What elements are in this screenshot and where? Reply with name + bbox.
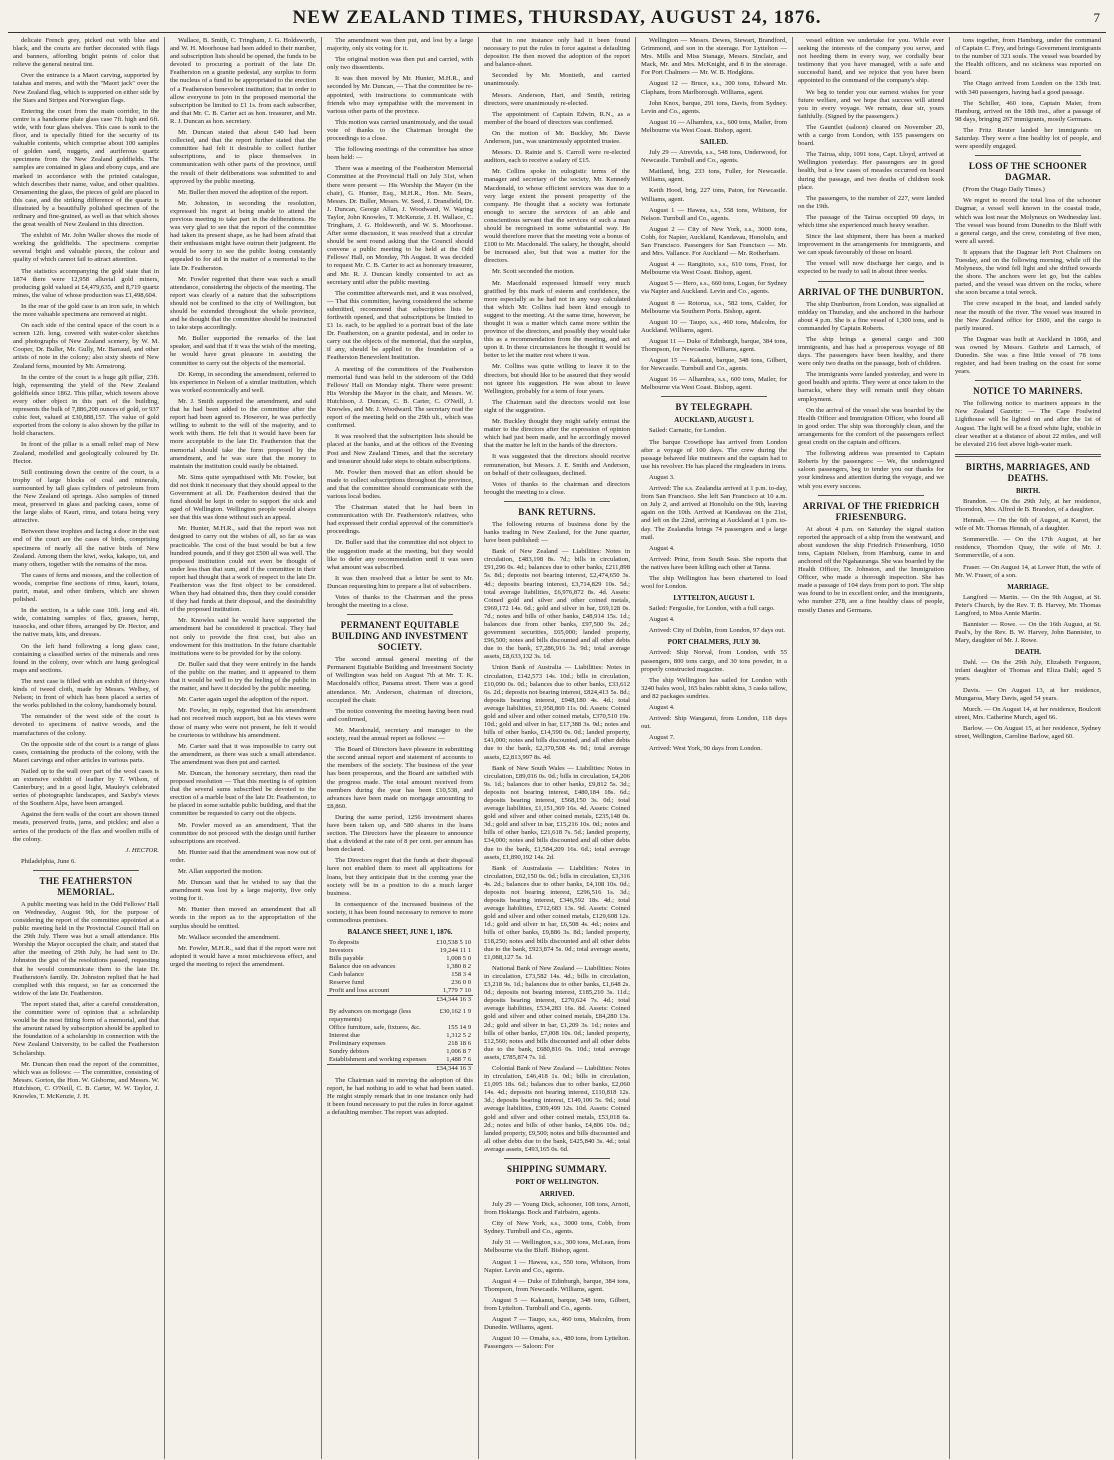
- paragraph: The barque Crowthope has arrived from London after a voyage of 100 days. The crew during the passage behaved like mutineers and the captain had to use his revolver. He has placed the ringleaders in irons.: [641, 438, 787, 470]
- column-4: [479, 37, 636, 1459]
- paragraph: Fraser. — On August 14, at Lower Hutt, the wife of Mr. W. Fraser, of a son.: [955, 563, 1101, 579]
- balance-sheet-heading: BALANCE SHEET, JUNE 1, 1876.: [347, 928, 453, 937]
- article-body: [798, 301, 944, 491]
- paragraph: Mr. Collins was quite willing to leave it to the directors, but should like to be assured that they would not ignore his suggestion. He was about to leave Wellington, probably for a term of four years.: [484, 363, 630, 395]
- row-label: Establishment and working expenses: [329, 1056, 427, 1064]
- row-label: Cash balance: [329, 971, 364, 979]
- paragraph: Mr. Hunter then moved an amendment that all words in the report as to the appropriation of the surplus should be omitted.: [170, 906, 316, 930]
- row-label: To deposits: [329, 939, 360, 947]
- paragraph: It appears that the Dagmar left Port Chalmers on Tuesday, and on the following morning, while off the Molyneux, the wind fell light and she drifted towards the shore. The anchors were let go, but the cables parted, and the vessel was driven on the rocks, where she soon became a total wreck.: [955, 248, 1101, 297]
- table-row: [327, 1032, 473, 1040]
- paragraph: A meeting of the committees of the Featherston memorial fund was held in the sideroom of the Odd Fellows' Hall on Monday night. There were present: His Worship the Mayor in the chair, and Messrs. W. Hutchison, J. Duncan, C. B. Carter, C. O'Neill, J. Knowles, and Mr. J. Woodward. The secretary read the report of the meeting held on the 29th ult., which was confirmed.: [327, 365, 473, 430]
- paragraph: Mr. Carter said that it was impossible to carry out the amendment, as there was such a small attendance. The amendment was then put and carried.: [170, 742, 316, 766]
- paragraph: Votes of thanks to the Chairman and the press brought the meeting to a close.: [327, 594, 473, 610]
- divider: [975, 155, 1081, 156]
- paragraph: Mr. Collins spoke in eulogistic terms of the manager and secretary of the society, Mr. Kennedy Macdonald, to whose efficient services was due to a very large extent the present prosperity of the company. He thought that a society was fortunate enough to secure the services of an able and conscientious servant that the services of such a man should be recognised in some substantial way. He would therefore move that the meeting vote a bonus of £100 to Mr. Macdonald. The salary, he thought, should be increased also, but that was a matter for the directors.: [484, 168, 630, 265]
- row-value: 19,244 11 1: [439, 947, 471, 955]
- paragraph: August 12 — Bruce, s.s., 300 tons, Edward Mr. Clapham, from Marlborough. Williams, agent.: [641, 80, 787, 96]
- paragraph: The Gauntlet (saloon) cleared on November 20, with a cargo from London, with 155 passengers on board.: [798, 123, 944, 148]
- paragraph: Union Bank of Australia — Liabilities: Notes in circulation, £142,573 14s. 10d.; bills in circulation, £10,090 0s. 0d.; balances due to other banks, £33,612 6s. 2d.; deposits not bearing interest, £824,413 5s. 8d.; deposits bearing interest, £948,180 4s. 4d.; total average liabilities, £1,958,869 11s. 0d. Assets: Coined gold and silver and other coined metals, £370,510 19s. 10d.; gold and silver in bar, £17,388 3s. 9d.; notes and bills of other banks, £14,590 0s. 0d.; landed property, £41,000; notes and bills discounted, and all other debts due to the bank, £2,370,508 4s. 9d.; total average assets, £2,813,997 8s. 4d.: [484, 664, 630, 761]
- paragraph: City of New York, s.s., 3000 tons, Cobb, from Sydney. Turnbull and Co., agents.: [484, 1220, 630, 1236]
- paragraph: Mr. Knowles said he would have supported the amendment had he considered it practical. They had not only to provide the first cost, but also an endowment for this institution. In the future charitable institutions were to be provided for by the colony.: [170, 617, 316, 657]
- section-subheading: MARRIAGE.: [1007, 582, 1049, 591]
- paragraph: The immigrants were landed yesterday, and were in good health and spirits. They were at once taken to the barracks, where they will remain until they obtain employment.: [798, 371, 944, 403]
- article-body: [170, 37, 316, 969]
- paragraph: Mr. Hunter said that the amendment was now out of order.: [170, 848, 316, 864]
- paragraph: There was a meeting of the Featherston Memorial Committee at the Provincial Hall on July 31st, when there were present — His Worship the Mayor (in the chair), G. Hunter, Esq., M.H.R., Hon. Mr. Sears, Messrs. Dr. Buller, Messrs. W. Seed, J. Dransfield, Dr. J. Duncan, George Allan, J. Woodward, W. Waring Taylor, John Knowles, T. McKenzie, J. H. Wallace, C. Tringham, J. G. Holdsworth, and W. S. Moorhouse. After some discussion, it was resolved that a circular should be sent round asking that the Council should convene a public meeting to be held at the Odd Fellows' Hall, on Monday, 7th August. It was decided to request Mr. C. B. Carter to act as honorary treasurer, and Mr. R. J. Duncan kindly consented to act as secretary until after the public meeting.: [327, 165, 473, 286]
- paragraph: August 16 — Alhambra, s.s., 600 tons, Mailer, for Melbourne via West Coast. Bishop, agent.: [641, 376, 787, 392]
- paragraph: Between these trophies and facing a door in the east end of the court are the cases of birds, comprising specimens of nearly all the native birds of New Zealand. Among them the kiwi, weka, kakapo, tui, and many others, together with the remains of the moa.: [13, 528, 159, 568]
- paragraph: Mr. Buller then moved the adoption of the report.: [178, 188, 309, 196]
- paragraph: Wallace, B. Smith, C. Tringham, J. G. Holdsworth, and W. H. Moorhouse had been added to their number, and subscription lists should be opened, the funds to be devoted to procuring a portrait of the late Dr. Featherston on a granite pedestal, any surplus to form the nucleus of a fund to be appropriated to the erection of a Featherston benevolent institution; that in order to allow everyone to join in the proposed memorial the subscription be limited to £1 1s. from each subscriber, and that Mr. C. B. Carter act as hon. treasurer, and Mr. R. J. Duncan as hon. secretary.: [170, 37, 316, 125]
- paragraph: August 4.: [649, 544, 675, 552]
- balance-sheet-table: [327, 1008, 473, 1073]
- paragraph: The second annual general meeting of the Permanent Equitable Building and Investment Society of Wellington was held on August 7th at Mr. T. K. Macdonald's office, Panama street. There was a good attendance. Mr. Anderson, chairman of directors, occupied the chair.: [327, 656, 473, 704]
- paragraph: In consequence of the increased business of the society, it has been found necessary to remove to more commodious premises.: [327, 900, 473, 924]
- paragraph: Davis. — On August 13, at her residence, Mungaroa, Mary Davis, aged 54 years.: [955, 686, 1101, 702]
- divider: [661, 396, 767, 397]
- paragraph: Since the last shipment, there has been a marked improvement in the arrangements for immigrants, and we can speak favourably of those on board.: [798, 233, 944, 257]
- paragraph: August 2 — City of New York, s.s., 3000 tons, Cobb, for Napier, Auckland, Kandavau, Honolulu, and San Francisco. Passengers for San Francisco — Mr. and Mrs. Vallance. For Auckland — Mr. Rotherham.: [641, 225, 787, 258]
- paragraph: Sailed: Ferguslie, for London, with a full cargo.: [649, 605, 775, 613]
- paragraph: The original motion was then put and carried, with only two dissentients.: [327, 56, 473, 72]
- paragraph: tons together, from Hamburg, under the command of Captain C. Frey, and brings Government immigrants to the number of 321 souls. The vessel was boarded by the Health officers, and no sickness was reported on board.: [955, 37, 1101, 77]
- row-label: Balance due on advances: [329, 963, 396, 971]
- article-body: [484, 521, 630, 1154]
- paragraph: Mr. Duncan, the honorary secretary, then read the proposed resolution — That this meeting is of opinion that the several sums subscribed be devoted to the erection of a marble bust of the late Dr. Featherston, to be placed in some suitable public building, and that the committee be requested to carry out the objects.: [170, 769, 316, 818]
- article-heading: ARRIVAL OF THE DUNBURTON.: [798, 286, 944, 297]
- paragraph: Mr. Hunter, M.H.R., said that the report was not designed to carry out the wishes of all, so far as was practicable. The cost of the bust would be but a few hundred pounds, and if they got £500 all was well. The proposed institution could not even be thought of under less than that sum, and if the committee in their report had thought that a work of respect to the late Dr. Featherston was the first object to be considered. When they had obtained this, then they could consider if they had funds at their disposal, and the desirability of the proposed institution.: [170, 525, 316, 614]
- paragraph: Mr. Duncan then read the report of the committee, which was as follows: — The committee, consisting of Messrs. Gorton, the Hon. W. Gisborne, and Messrs. W. Hutchison, C. O'Neill, C. B. Carter, W. W. Taylor, J. Knowles, T. McKenzie, J. H.: [13, 1060, 159, 1100]
- article-heading: BANK RETURNS.: [518, 506, 596, 517]
- paragraph: Mr. Macdonald expressed himself very much gratified by this mark of esteem and confidence, the more especially as he had not in any way calculated that which Mr. Collins had been kind enough to suggest to the meeting. At the same time, however, he thought it was a matter which came more within the province of the directors, and possibly they would take this as a recommendation from the meeting, and act upon it. In these circumstances he thought it would be better to let the matter rest where it was.: [484, 279, 630, 360]
- paragraph: The Otago arrived from London on the 13th inst. with 340 passengers, having had a good passage.: [955, 80, 1101, 96]
- article-body: [327, 37, 473, 610]
- paragraph: Sommerville. — On the 17th August, at her residence, Thorndon Quay, the wife of Mr. J. Sommerville, of a son.: [955, 536, 1101, 560]
- paragraph: The ship brings a general cargo and 300 immigrants, and has had a prosperous voyage of 88 days. The passengers have been healthy, and there were only two deaths on the passage, both of children.: [798, 335, 944, 368]
- paragraph: August 4.: [649, 616, 675, 624]
- table-row: [327, 963, 473, 971]
- paragraph: In the rear of the gold case is an iron safe, in which the more valuable specimens are removed at night.: [13, 302, 159, 318]
- article-heading: THE FEATHERSTON MEMORIAL.: [39, 875, 133, 897]
- paragraph: Barlow. — On August 15, at her residence, Sydney street, Wellington, Caroline Barlow, aged 60.: [955, 724, 1101, 740]
- paragraph: The ship Wellington has been chartered to load wool for London.: [641, 574, 787, 591]
- paragraph: The following notice to mariners appears in the New Zealand Gazette: — The Cape Foulwind Lighthouse will be lighted on and after the 1st of August. The light will be a fixed white light, visible in clear weather at a distance of about 22 miles, and will be elevated 216 feet above high-water mark.: [955, 400, 1101, 448]
- divider: [975, 380, 1081, 381]
- column-6: [793, 37, 950, 1459]
- paragraph: On the left hand following a long glass case, containing a classified series of the minerals and ores found in the colony, over which are hung geological maps and sections.: [13, 642, 159, 674]
- table-row: [327, 1056, 473, 1065]
- paragraph: At about 4 p.m. on Saturday the signal station reported the approach of a ship from the westward, and about sundown the ship Friedrich Friesenburg, 1050 tons, Captain Nielsen, from Hamburg, came in and anchored off the Ngahauranga. She was boarded by the Health Officer, Dr. Johnston, and the Immigration Officer, who made a thorough inspection. She has made a passage of 104 days from port to port. The ship was found to be in excellent order, and the immigrants, who number 278, are a fine healthy class of people, mostly Danes and Germans.: [798, 525, 944, 614]
- paragraph: Mr. Macdonald, secretary and manager to the society, read the annual report as follows: —: [327, 726, 473, 743]
- newspaper-title: NEW ZEALAND TIMES, THURSDAY, AUGUST 24, 1876.: [292, 7, 822, 28]
- divider: [818, 281, 924, 282]
- article-heading: PERMANENT EQUITABLE BUILDING AND INVESTMENT SOCIETY.: [331, 620, 469, 653]
- article-body: [955, 659, 1101, 741]
- row-label: Interest due: [329, 1032, 360, 1040]
- column-2: [165, 37, 322, 1459]
- paragraph: Dahl. — On the 29th July, Elizabeth Ferguson, infant daughter of Thomas and Eliza Dahl; aged 5 years.: [955, 659, 1101, 683]
- paragraph: Bank of New South Wales — Liabilities: Notes in circulation, £89,016 0s. 0d.; bills in circulation, £4,206 9s. 1d.; balances due to other banks, £9,812 5s. 3d.; deposits not bearing interest, £480,184 18s. 6d.; deposits bearing interest, £568,150 3s. 0d.; total average liabilities, £1,151,369 16s. 4d. Assets: Coined gold and silver and other coined metals, £235,148 0s. 3d.; gold and silver in bar, £15,216 10s. 0d.; notes and bills of other banks, £21,618 7s. 5d.; landed property, £34,000; notes and bills discounted and all other debts due to the bank, £1,584,209 16s. 6d.; total average assets, £1,890,192 14s. 2d.: [484, 764, 630, 861]
- section-subheading: LYTTELTON, AUGUST 1.: [673, 594, 755, 603]
- paragraph: August 4.: [649, 704, 675, 711]
- article-body: [484, 37, 630, 497]
- paragraph: Messrs. D. Rainie and S. Carroll were re-elected auditors, each to receive a salary of £15.: [484, 149, 630, 165]
- article-body: [798, 37, 944, 277]
- divider: [33, 870, 139, 871]
- paragraph: It was suggested that the directors should receive remuneration, but Messrs. J. E. Smith and Anderson, on behalf of their colleagues, declined.: [484, 453, 630, 477]
- paragraph: August 1 — Hawea, s.s., 558 tons, Whitson, for Nelson. Turnbull and Co., agents.: [641, 206, 787, 222]
- divider: [504, 1158, 610, 1159]
- paragraph: The exhibit of Mr. John Waller shows the mode of working the goldfields. The specimens comprise several bright and valuable pieces, the colour and quality of which cannot fail to attract attention.: [13, 232, 159, 264]
- article-body: [13, 37, 159, 844]
- paragraph: Arrived: West York, 90 days from London.: [649, 745, 763, 753]
- paragraph: July 29 — Young Dick, schooner, 108 tons, Arnott, from Hokianga. Bock and Fairbairn, agents.: [484, 1201, 630, 1217]
- paragraph: Seconded by Mr. Montieth, and carried unanimously.: [484, 72, 630, 88]
- paragraph: Langford — Martin. — On the 9th August, at St. Peter's Church, by the Rev. T. B. Harvey, Mr. Thomas Langford, to Miss Annie Martin.: [955, 593, 1101, 617]
- paragraph: The Chairman said in moving the adoption of this report, he had nothing to add to what had been stated. He might simply remark that in one instance only had it been found necessary to put the rules in force against a defaulting member. The report was adopted.: [327, 1077, 473, 1117]
- paragraph: The Schiller, 460 tons, Captain Maier, from Hamburg, arrived on the 18th inst., after a passage of 98 days, bringing 267 immigrants, mostly Germans.: [955, 99, 1101, 123]
- article-body: [327, 1077, 473, 1117]
- row-value: 1,779 7 10: [442, 987, 471, 995]
- row-value: 236 0 0: [451, 979, 471, 987]
- row-value: 1,008 5 0: [446, 955, 471, 963]
- paragraph: Colonial Bank of New Zealand — Liabilities: Notes in circulation, £46,418 1s. 0d.; bills in circulation, £1,095 18s. 6d.; balances due to other banks, £2,060 14s. 4d.; deposits not bearing interest, £110,818 12s. 3d.; deposits bearing interest, £149,106 5s. 9d.; total average liabilities, £309,499 12s. 10d. Assets: Coined gold and silver and other coined metals, £53,018 6s. 2d.; notes and bills of other banks, £4,806 10s. 0d.; landed property, £9,500; notes and bills discounted and all other debts due to the bank, £425,840 3s. 4d.; total average assets, £493,165 0s. 6d.: [484, 1064, 630, 1153]
- paragraph: Messrs. Anderson, Hart, and Smith, retiring directors, were unanimously re-elected.: [484, 91, 630, 107]
- double-rule: [955, 454, 1101, 457]
- paragraph: August 4 — Duke of Edinburgh, barque, 384 tons, Thompson, from Newcastle. Williams, agent.: [484, 1277, 630, 1293]
- paragraph: Mr. Johnston, in seconding the resolution, expressed his regret at being unable to attend the previous meeting to take part in the deliberations. He was very glad to see that the report of the committee had taken its present shape, as he had been afraid that their enthusiasm might have outrun their judgment. He would be sorry to see the public losing constantly appealed to for aid in the matter of a memorial to the late Dr. Featherston.: [170, 199, 316, 272]
- article-heading: SHIPPING SUMMARY.: [507, 1164, 607, 1174]
- paragraph: A public meeting was held in the Odd Fellows' Hall on Wednesday, August 9th, for the purpose of considering the report of the committee appointed at a public meeting held in the Provincial Council Hall on the 29th July. There was but a small attendance. His Worship the Mayor occupied the chair, and stated that after the meeting of 29th July, he had sent to Dr. Johnston the gist of the resolutions passed, requesting that he would communicate them to the late Dr. Featherston's family. Dr. Johnston replied that he had complied with this request, so far as concerned the widow of the late Dr. Featherston.: [13, 900, 159, 997]
- table-row: [327, 1048, 473, 1056]
- paragraph: Mr. Duncan stated that about £40 had been collected, and that the report further stated that the committee had felt it desirable to collect further subscriptions, and to place themselves in communication with other parts of the province, until the result of their deliberations was submitted to and approved by the public meeting.: [170, 129, 316, 185]
- paragraph: August 7 — Taupo, s.s., 460 tons, Malcolm, from Dunedin. Williams, agent.: [484, 1316, 630, 1332]
- column-7: [950, 37, 1106, 1459]
- paragraph: Dr. Buller said that they were entirely in the hands of the public on the matter, and it appeared to them that it would be well to try the feeling of the public in the matter, and have it decided by the public meeting.: [170, 660, 316, 693]
- article-heading: BY TELEGRAPH.: [675, 402, 753, 413]
- paragraph: It was resolved that the subscription lists should be placed at the banks, and at the offices of the Evening Post and New Zealand Times, and that the secretary and treasurer should take steps to obtain subscriptions.: [327, 433, 473, 465]
- paragraph: Hennah. — On the 6th of August, at Karori, the wife of Mr. Thomas Hennah, of a daughter.: [955, 517, 1101, 533]
- paragraph: The remainder of the west side of the court is devoted to specimens of native woods, and the manufactures of the colony.: [13, 713, 159, 737]
- row-label: Reserve fund: [329, 979, 364, 987]
- paragraph: Bannister — Rowe. — On the 16th August, at St. Paul's, by the Rev. B. W. Harvey, John Bannister, to Mary, daughter of Mr. J. Rowe.: [955, 620, 1101, 645]
- paragraph: The Chairman said the directors would not lose sight of the suggestion.: [484, 398, 630, 414]
- row-label: Sundry debtors: [329, 1048, 370, 1056]
- paragraph: August 5 — Hero, s.s., 660 tons, Logan, for Sydney via Napier and Auckland. Levin and Co., agents.: [641, 280, 787, 296]
- paragraph: The passengers, to the number of 227, were landed on the 19th.: [798, 194, 944, 210]
- paragraph: Against the fern walls of the court are shown tinned meats, preserved fruits, jams, and pickles; and also a series of the products of the flax and woollen mills of the colony.: [13, 811, 159, 843]
- row-label: By advances on mortgage (less repayments): [329, 1008, 412, 1024]
- paragraph: On each side of the central space of the court is a screen 12ft. long, covered with water-color sketches and photographs of New Zealand scenery, by W. M. Cooper, Dr. Buller, Mr. Gully, Mr. Barraud, and other artists of note in the colony; also sixty sheets of New Zealand ferns, mounted by Mr. Armstrong.: [13, 322, 159, 370]
- paragraph: Nailed up to the wall over part of the wool cases is an extensive exhibit of leather by T. Wilson, of Canterbury; and in a good light, Mauley's celebrated series of photographic landscapes, and Saxby's views of the Southern Alps, have been arranged.: [13, 767, 159, 808]
- paragraph: Votes of thanks to the chairman and directors brought the meeting to a close.: [484, 480, 630, 496]
- page-number: 7: [1093, 10, 1100, 25]
- paragraph: We regret to record the total loss of the schooner Dagmar, a vessel well known in the coastal trade, which was lost near the Molyneux on Wednesday last. The vessel was bound from Dunedin to the Bluff with a general cargo, and the crew, consisting of five men, were all saved.: [955, 197, 1101, 245]
- row-value: £30,162 1 9: [439, 1008, 471, 1016]
- article-body: [641, 427, 787, 591]
- paragraph: delicate French grey, picked out with blue and black, and the courts are further decorated with flags and banners, affording bright points of color that relieve the general neutral tint.: [13, 37, 159, 69]
- article-body: [798, 526, 944, 615]
- article-body: [955, 594, 1101, 646]
- table-row: [327, 987, 473, 996]
- article-heading: NOTICE TO MARINERS.: [973, 386, 1083, 397]
- total-value: £34,344 16 3: [421, 996, 473, 1005]
- paragraph: During the same period, 1256 investment shares have been taken up, and 580 shares in the loans section. The Directors have the pleasure to announce that a dividend at the rate of 8 per cent. per annum has been declared.: [327, 813, 473, 854]
- paragraph: Sailed: Carnatic, for London.: [649, 427, 727, 435]
- paragraph: vessel edition we undertake for you. While ever seeking the interests of the company you serve, and not heeding them in every way, we cordially bear testimony that you have managed, with a safe and successful hand, and we rejoice that you have been appointed to the command of the company's ship.: [798, 37, 944, 85]
- paragraph: The Chairman stated that he had been in communication with Dr. Featherston's relatives, who had expressed their cordial approval of the committee's proceedings.: [327, 504, 473, 536]
- paragraph: John Knox, barque, 291 tons, Davis, from Sydney. Levin and Co., agents.: [641, 99, 787, 115]
- paragraph: Mr. Scott seconded the motion.: [492, 268, 575, 276]
- paragraph: Arrived: Ship Wanganui, from London, 118 days out.: [641, 715, 787, 731]
- paragraph: Mr. Wallace seconded the amendment.: [178, 933, 280, 941]
- paragraph: Arrived: Ship Norval, from London, with 55 passengers, 800 tons cargo, and 30 tons powder, in a properly constructed magazine.: [641, 649, 787, 673]
- row-value: £10,538 5 10: [436, 939, 471, 947]
- paragraph: Brandon. — On the 29th July, at her residence, Thorndon, Mrs. Alfred de B. Brandon, of a daughter.: [955, 497, 1101, 513]
- paragraph: In front of the pillar is a small relief map of New Zealand, modelled and geologically coloured by Dr. Hector.: [13, 441, 159, 465]
- paragraph: We beg to tender you our earnest wishes for your future welfare, and we hope that success will attend you in every voyage. We remain, dear sir, yours faithfully. (Signed by the passengers.): [798, 88, 944, 120]
- paragraph: The next case is filled with an exhibit of thirty-two kinds of tweed cloth, made by Messrs. Welbey, of Nelson; in front of which has been placed a series of the works published in the colony, handsomely bound.: [13, 677, 159, 710]
- paragraph: Mr. Fowler regretted that there was such a small attendance, considering the objects of the meeting. The report was clearly of a nature that the subscriptions should not be confined to the city of Wellington, but should be extended throughout the whole province, and he thought that the committee should be instructed to take steps accordingly.: [170, 275, 316, 332]
- total-row: [327, 1065, 473, 1074]
- paragraph: Mr. Buller supported the remarks of the last speaker, and said that if it was the wish of the meeting, he would have great pleasure in assisting the committee to carry out the objects of the memorial.: [170, 335, 316, 367]
- row-label: Preliminary expenses: [329, 1040, 386, 1048]
- paragraph: August 10 — Omaha, s.s., 480 tons, from Lyttelton. Passengers — Saloon: For: [484, 1335, 630, 1351]
- paragraph: The Fritz Reuter landed her immigrants on Saturday. They were a fine healthy lot of people, and were speedily engaged.: [955, 126, 1101, 151]
- table-row: [327, 1040, 473, 1048]
- paragraph: Wellington — Messrs. Dewes, Stewart, Brandford, Grimmond, and son in the steerage. For Lyttelton — Mrs. Mills and Miss Stanage, Messrs. Sinclair, and Mack, Mr. and Mrs. McKnight, and 8 in the steerage. For Port Chalmers — Mr. W. B. Hodgkins.: [641, 37, 787, 77]
- paragraph: Dr. Buller said that the committee did not object to the suggestion made at the meeting, but they would like to defer any recommendation until it was seen what amount was subscribed.: [327, 539, 473, 571]
- article-heading: LOSS OF THE SCHOONER DAGMAR.: [968, 161, 1088, 183]
- article-body: [955, 400, 1101, 449]
- paragraph: The appointment of Captain Edwin, R.N., as a member of the board of directors was confirmed.: [484, 110, 630, 126]
- paragraph: The passage of the Tairua occupied 99 days, in which time she experienced much heavy weather.: [798, 213, 944, 229]
- column-3: [322, 37, 479, 1459]
- table-row: [327, 1024, 473, 1032]
- paragraph: Arrived: City of Dublin, from London, 97 days out.: [649, 627, 786, 635]
- table-row: [327, 939, 473, 947]
- divider: [347, 614, 453, 615]
- row-label: Bills payable: [329, 955, 364, 963]
- total-row: [327, 996, 473, 1005]
- paragraph: Arrived: The s.s. Zealandia arrived at 1 p.m. to-day, from San Francisco. She left San Francisco at 10 a.m. on July 2, and arrived at Honolulu on the 9th, leaving again on the 10th. Arrived at Kandavau on the 21st, and left on the 22nd, arriving at Auckland at 1 p.m. to-day. The Zealandia brings 74 passengers and a large mail.: [641, 485, 787, 541]
- paragraph: The Directors regret that the funds at their disposal have not enabled them to meet all applications for loans, but they anticipate that in the coming year the society will be in a position to do a much larger business.: [327, 857, 473, 897]
- column-5: [636, 37, 793, 1459]
- paragraph: August 16 — Alhambra, s.s., 600 tons, Mailer, from Melbourne via West Coast. Bishop, agent.: [641, 118, 787, 134]
- row-value: 1,380 8 2: [446, 963, 471, 971]
- paragraph: August 10 — Taupo, s.s., 460 tons, Malcolm, for Auckland. Williams, agent.: [641, 318, 787, 334]
- divider: [504, 501, 610, 502]
- paragraph: Over the entrance is a Maori carving, supported by taiahas and meres, and with the "Maori jack" over the New Zealand flag, which is supported on either side by the Stars and Stripes and Norwegian flags.: [13, 72, 159, 104]
- section-subheading: PORT OF WELLINGTON.: [515, 1178, 599, 1186]
- article-body: [641, 649, 787, 753]
- paragraph: It was then moved by Mr. Hunter, M.H.R., and seconded by Mr. Duncan, — That the committee be re-appointed, with instructions to communicate with friends who may sympathise with the movement in various other parts of the province.: [327, 75, 473, 115]
- paragraph: Mr. Fowler then moved that an effort should be made to collect subscriptions throughout the province, and that the committee should communicate with the various local bodies.: [327, 468, 473, 500]
- table-row: [327, 979, 473, 987]
- divider: [818, 495, 924, 496]
- paragraph: Maitland, brig, 233 tons, Fuller, for Newcastle. Williams, agent.: [641, 168, 787, 184]
- paragraph: Bank of Australasia — Liabilities: Notes in circulation, £62,150 0s. 0d.; bills in circulation, £3,316 4s. 2d.; balances due to other banks, £4,108 10s. 0d.; deposits not bearing interest, £296,516 1s. 3d.; deposits bearing interest, £346,592 18s. 4d.; total average liabilities, £712,683 13s. 9d. Assets: Coined gold and silver and other coined metals, £129,608 12s. 1d.; gold and silver in bar, £6,508 4s. 4d.; notes and bills of other banks, £9,886 3s. 8d.; landed property, £18,250; notes and bills discounted and all other debts due to the bank, £923,874 5s. 0d.; total average assets, £1,088,127 5s. 1d.: [484, 864, 630, 961]
- row-label: Investors: [329, 947, 354, 955]
- paragraph: The statistics accompanying the gold state that in 1874 there were 12,958 alluvial gold miners, producing gold valued at £4,479,635, and 8,719 quartz mines, the value of whose production was £1,498,604.: [13, 267, 159, 299]
- paragraph: Mr. Fowler moved as an amendment, That the committee do not proceed with the design until further subscriptions are received.: [170, 821, 316, 845]
- section-subheading: BIRTH.: [1015, 486, 1041, 495]
- paragraph: On the arrival of the vessel she was boarded by the Health Officer and Immigration Officer, who found all in good order. The ship was thoroughly clean, and the arrangements for the comfort of the passengers reflect great credit on the captain and officers.: [798, 406, 944, 447]
- section-subheading: AUCKLAND, AUGUST 1.: [674, 416, 754, 425]
- paragraph: Arrived: Prinz, from South Seas. She reports that the natives have been killing each other at Tanna.: [641, 555, 787, 571]
- row-label: Profit and loss account: [329, 987, 390, 995]
- paragraph: The cases of ferns and mosses, and the collection of woods, comprise fine sections of rimu, kauri, totara, puriri, matai, and other timbers, which are shown polished.: [13, 571, 159, 604]
- article-body: [955, 498, 1101, 580]
- paragraph: The amendment was then put, and lost by a large majority, only six voting for it.: [327, 37, 473, 53]
- row-value: 1,488 7 6: [446, 1056, 471, 1064]
- column-1: [8, 37, 165, 1459]
- paragraph: The ship Wellington has sailed for London with 3240 bales wool, 165 bales rabbit skins, 3 casks tallow, and 82 packages sundries.: [641, 676, 787, 700]
- paragraph: The vessel will now discharge her cargo, and is expected to be ready to sail in about three weeks.: [798, 260, 944, 276]
- paragraph: It was then resolved that a letter be sent to Mr. Duncan requesting him to prepare a list of subscribers.: [327, 574, 473, 590]
- balance-sheet-table: [327, 939, 473, 1004]
- article-body: [955, 186, 1101, 376]
- paragraph: Mr. Carter again urged the adoption of the report.: [178, 696, 309, 704]
- paragraph: Mr. Buckley thought they might safely entrust the matter to the directors after the expression of opinion which had just been made, and he accordingly moved that the matter be left in the hands of the directors.: [484, 418, 630, 450]
- article-heading: ARRIVAL OF THE FRIEDRICH FRIESENBURG.: [802, 500, 940, 522]
- paragraph: On the motion of Mr. Buckley, Mr. Davie Anderson, jun., was unanimously appointed trustee.: [484, 129, 630, 146]
- section-subheading: SAILED.: [700, 138, 728, 147]
- row-value: 218 18 6: [447, 1040, 471, 1048]
- paragraph: that in one instance only had it been found necessary to put the rules in force against a defaulting depositor. He then moved the adoption of the report and balance-sheet.: [484, 37, 630, 69]
- row-label: Office furniture, safe, fixtures, &c.: [329, 1024, 421, 1032]
- paragraph: July 31 — Wellington, s.s., 300 tons, McLean, from Melbourne via the Bluff. Bishop, agent.: [484, 1239, 630, 1255]
- paragraph: August 7.: [649, 734, 675, 742]
- paragraph: Mr. Allan supported the motion.: [178, 868, 263, 875]
- section-subheading: PORT CHALMERS, JULY 30.: [667, 638, 761, 647]
- article-body: [641, 37, 787, 135]
- paragraph: August 11 — Duke of Edinburgh, barque, 384 tons, Thompson, for Newcastle. Williams, agent.: [641, 337, 787, 353]
- table-row: [327, 955, 473, 963]
- paragraph: August 15 — Kakanui, barque, 348 tons, Gilbert, for Newcastle. Turnbull and Co., agents.: [641, 357, 787, 373]
- section-subheading: DEATH.: [1014, 648, 1042, 657]
- dateline: Philadelphia, June 6.: [21, 857, 76, 865]
- columns: [8, 37, 1106, 1459]
- masthead: [8, 6, 1106, 33]
- paragraph: Murch. — On August 14, at her residence, Boulcott street, Mrs. Catherine Murch, aged 66.: [955, 705, 1101, 721]
- article-body: [955, 37, 1101, 151]
- paragraph: In the centre of the court is a huge gilt pillar, 23ft. high, representing the yield of the New Zealand goldfields since 1862. This pillar, which towers above every other object in this part of the building, represents the bulk of 7,886,208 ounces of gold, or 937 cubic feet, valued at £30,888,157. The value of gold exported from the colony is also shown by the pillar in bold characters.: [13, 373, 159, 438]
- paragraph: August 4 — Rangitoto, s.s., 610 tons, Frost, for Melbourne via West Coast. Bishop, agent.: [641, 261, 787, 277]
- paragraph: (From the Otago Daily Times.): [963, 186, 1045, 194]
- paragraph: Still continuing down the centre of the court, is a trophy of large blocks of coal and minerals, surmounted by tall glass cylinders of petroleum from the New Zealand oil springs. Also samples of tinned meat, preserved in glass and packing cases, some of the large slabs of Kauri, rimu, and totara being very attractive.: [13, 468, 159, 525]
- article-signature: J. HECTOR.: [125, 846, 159, 854]
- paragraph: The notice convening the meeting having been read and confirmed,: [327, 707, 473, 723]
- paragraph: The Dagmar was built at Auckland in 1868, and was owned by Messrs. Guthrie and Larnach, of Dunedin. She was a fine little vessel of 78 tons register, and had been trading on the coast for some years.: [955, 335, 1101, 376]
- paragraph: The following address was presented to Captain Roberts by the passengers: — We, the undersigned saloon passengers, beg to tender you our thanks for your kindness and attention during the voyage, and we wish you every success.: [798, 450, 944, 490]
- section-subheading: ARRIVED.: [539, 1190, 575, 1198]
- article-body: [641, 605, 787, 635]
- paragraph: On the opposite side of the court is a range of glass cases, containing the products of the colony, with the Maori carvings and other articles in various parts.: [13, 740, 159, 764]
- row-value: 1,312 5 2: [446, 1032, 471, 1040]
- article-heading: BIRTHS, MARRIAGES, AND DEATHS.: [965, 461, 1091, 483]
- paragraph: July 29 — Atrevida, s.s., 548 tons, Underwood, for Newcastle. Turnbull and Co., agents.: [641, 149, 787, 165]
- paragraph: August 8 — Rotorua, s.s., 582 tons, Calder, for Melbourne via Southern Ports. Bishop, agent.: [641, 299, 787, 315]
- paragraph: August 5 — Kakanui, barque, 348 tons, Gilbert, from Lyttelton. Turnbull and Co., agents.: [484, 1296, 630, 1313]
- paragraph: In the section, is a table case 10ft. long and 4ft. wide, containing samples of flax, grasses, hemp, tussocks, and other fibres, arranged by Dr. Hector, and the native mats, kits, and dresses.: [13, 607, 159, 639]
- paragraph: The crew escaped in the boat, and landed safely near the mouth of the river. The vessel was insured in the New Zealand office for £600, and the cargo is partly insured.: [955, 300, 1101, 332]
- article-body: [13, 901, 159, 1101]
- table-row: [327, 947, 473, 955]
- paragraph: August 3.: [649, 473, 675, 481]
- article-body: [327, 656, 473, 925]
- article-body: [641, 149, 787, 392]
- paragraph: Mr. J. Smith supported the amendment, and said that he had been added to the committee after the report had been agreed to. However, he was perfectly willing to submit to the will of the majority, and to work with them. He felt that it would have been far more acceptable to the late Dr. Featherston that the memorial should take the form proposed by the amendment, and he was sure that the money to maintain the institution could easily be obtained.: [170, 397, 316, 470]
- paragraph: The Board of Directors have pleasure in submitting the second annual report and statement of accounts to the members of the society. The business of the year has been prosperous, and the Board are satisfied with the progress made. The total amount received from members during the year has been £10,538, and advances have been made on mortgage amounting to £8,860.: [327, 746, 473, 810]
- row-value: 155 14 9: [447, 1024, 471, 1032]
- paragraph: Mr. Fowler, M.H.R., said that if the report were not adopted it would have a most mischievous effect, and urged the meeting to reject the amendment.: [170, 944, 316, 968]
- paragraph: The following returns of business done by the banks trading in New Zealand, for the June quarter, have been published: —: [484, 520, 630, 545]
- paragraph: Mr. Sims quite sympathised with Mr. Fowler, but did not think it necessary that they should appeal to the Government at all. Dr. Featherston desired that the fund should be kept in order to support the sick and aged of Wellington. Wellington people would always see that this was done without such an appeal.: [170, 473, 316, 522]
- article-body: [484, 1201, 630, 1352]
- table-row: [327, 1008, 473, 1024]
- paragraph: The Tairua, ship, 1091 tons, Capt. Lloyd, arrived at Wellington yesterday. Her passengers are in good health, but a few cases of measles occurred on board during the passage, and two deaths of children took place.: [798, 151, 944, 191]
- table-row: [327, 971, 473, 979]
- paragraph: This motion was carried unanimously, and the usual vote of thanks to the Chairman brought the proceedings to a close.: [327, 118, 473, 143]
- paragraph: Bank of New Zealand — Liabilities: Notes in circulation, £483,198 8s. 7d.; bills in circulation, £91,296 0s. 4d.; balances due to other banks, £211,898 5s. 8d.; deposits not bearing interest, £2,474,650 3s. 4d.; deposits bearing interest, £3,714,829 10s. 5d.; total average liabilities, £6,976,872 8s. 4d. Assets: Coined gold and silver and other coined metals, £969,172 14s. 6d.; gold and silver in bar, £69,128 0s. 7d.; notes and bills of other banks, £48,914 15s. 1d.; balances due from other banks, £97,500 9s. 2d.; government securities, £65,000; landed property, £96,500; notes and bills discounted and all other debts due to the bank, £7,286,916 3s. 9d.; total average assets, £8,633,132 3s. 1d.: [484, 548, 630, 661]
- paragraph: The committee afterwards met, and it was resolved, — That this committee, having considered the scheme submitted, recommend that subscription lists be forthwith opened, and that subscriptions be limited to £1 1s. each, to be applied to a portrait bust of the late Dr. Featherston, on a granite pedestal, and in order to carry out the objects of the memorial, that the surplus, if any, should be applied to the foundation of a Featherston Benevolent Institution.: [327, 289, 473, 362]
- paragraph: The ship Dunburton, from London, was signalled at midday on Thursday, and she anchored in the harbour about 4 p.m. She is a fine vessel of 1,300 tons, and is commanded by Captain Roberts.: [798, 300, 944, 332]
- paragraph: Dr. Kemp, in seconding the amendment, referred to his experience in Nelson of a similar institution, which was worked economically and well.: [170, 370, 316, 394]
- paragraph: National Bank of New Zealand — Liabilities: Notes in circulation, £73,582 14s. 4d.; bills in circulation, £3,218 9s. 1d.; balances due to other banks, £1,648 2s. 0d.; deposits not bearing interest, £185,210 3s. 11d.; deposits bearing interest, £270,624 7s. 4d.; total average liabilities, £534,283 16s. 8d. Assets: Coined gold and silver and other coined metals, £84,280 13s. 2d.; gold and silver in bar, £1,209 3s. 1d.; notes and bills of other banks, £7,008 10s. 0d.; landed property, £12,560; notes and bills discounted and all other debts due to the bank, £680,816 0s. 10d.; total average assets, £785,874 7s. 1d.: [484, 964, 630, 1061]
- paragraph: August 1 — Hawea, s.s., 550 tons, Whitson, from Napier. Levin and Co., agents.: [484, 1258, 630, 1274]
- total-value: £34,344 16 3: [436, 1065, 471, 1073]
- paragraph: Entering the court from the main corridor, in the centre is a handsome plate glass case 7ft. high and 6ft. wide, with four glass shelves. This case is sunk to the floor, and is specially fitted for the security of its valuable contents, which comprise about 100 samples of golden sand, nuggets, and auriferous quartz specimens from the New Zealand goldfields. The samples are contained in glass and ebony cups, and are marked in accordance with the printed catalogue, which describes their name, value, and other qualities. Ornamenting the glass, the pieces of gold are placed in this case, and the striking difference of the quartz is illustrated by a beautifully polished specimen of the ordinary and fine-grained, as well as that which shows the great wealth of New Zealand in this direction.: [13, 107, 159, 229]
- paragraph: Keith Hood, brig, 227 tons, Paton, for Newcastle. Williams, agent.: [641, 187, 787, 203]
- row-value: 1,006 8 7: [446, 1048, 471, 1056]
- paragraph: The following meetings of the committee has since been held: —: [327, 146, 473, 162]
- row-value: 158 3 4: [451, 971, 471, 979]
- paragraph: The report stated that, after a careful consideration, the committee were of opinion that a scholarship would be the most fitting form of a memorial, and that the amount raised by subscription should be applied to the foundation of a scholarship in connection with the New Zealand University, to be called the Featherston Scholarship.: [13, 1000, 159, 1057]
- paragraph: Mr. Fowler, in reply, regretted that his amendment had not received much support, but as his views were those of many who were not present, he felt it would be courteous to withdraw his amendment.: [170, 707, 316, 739]
- paragraph: Mr. Duncan said that he wished to say that the amendment was lost by a large majority, five only voting for it.: [170, 879, 316, 903]
